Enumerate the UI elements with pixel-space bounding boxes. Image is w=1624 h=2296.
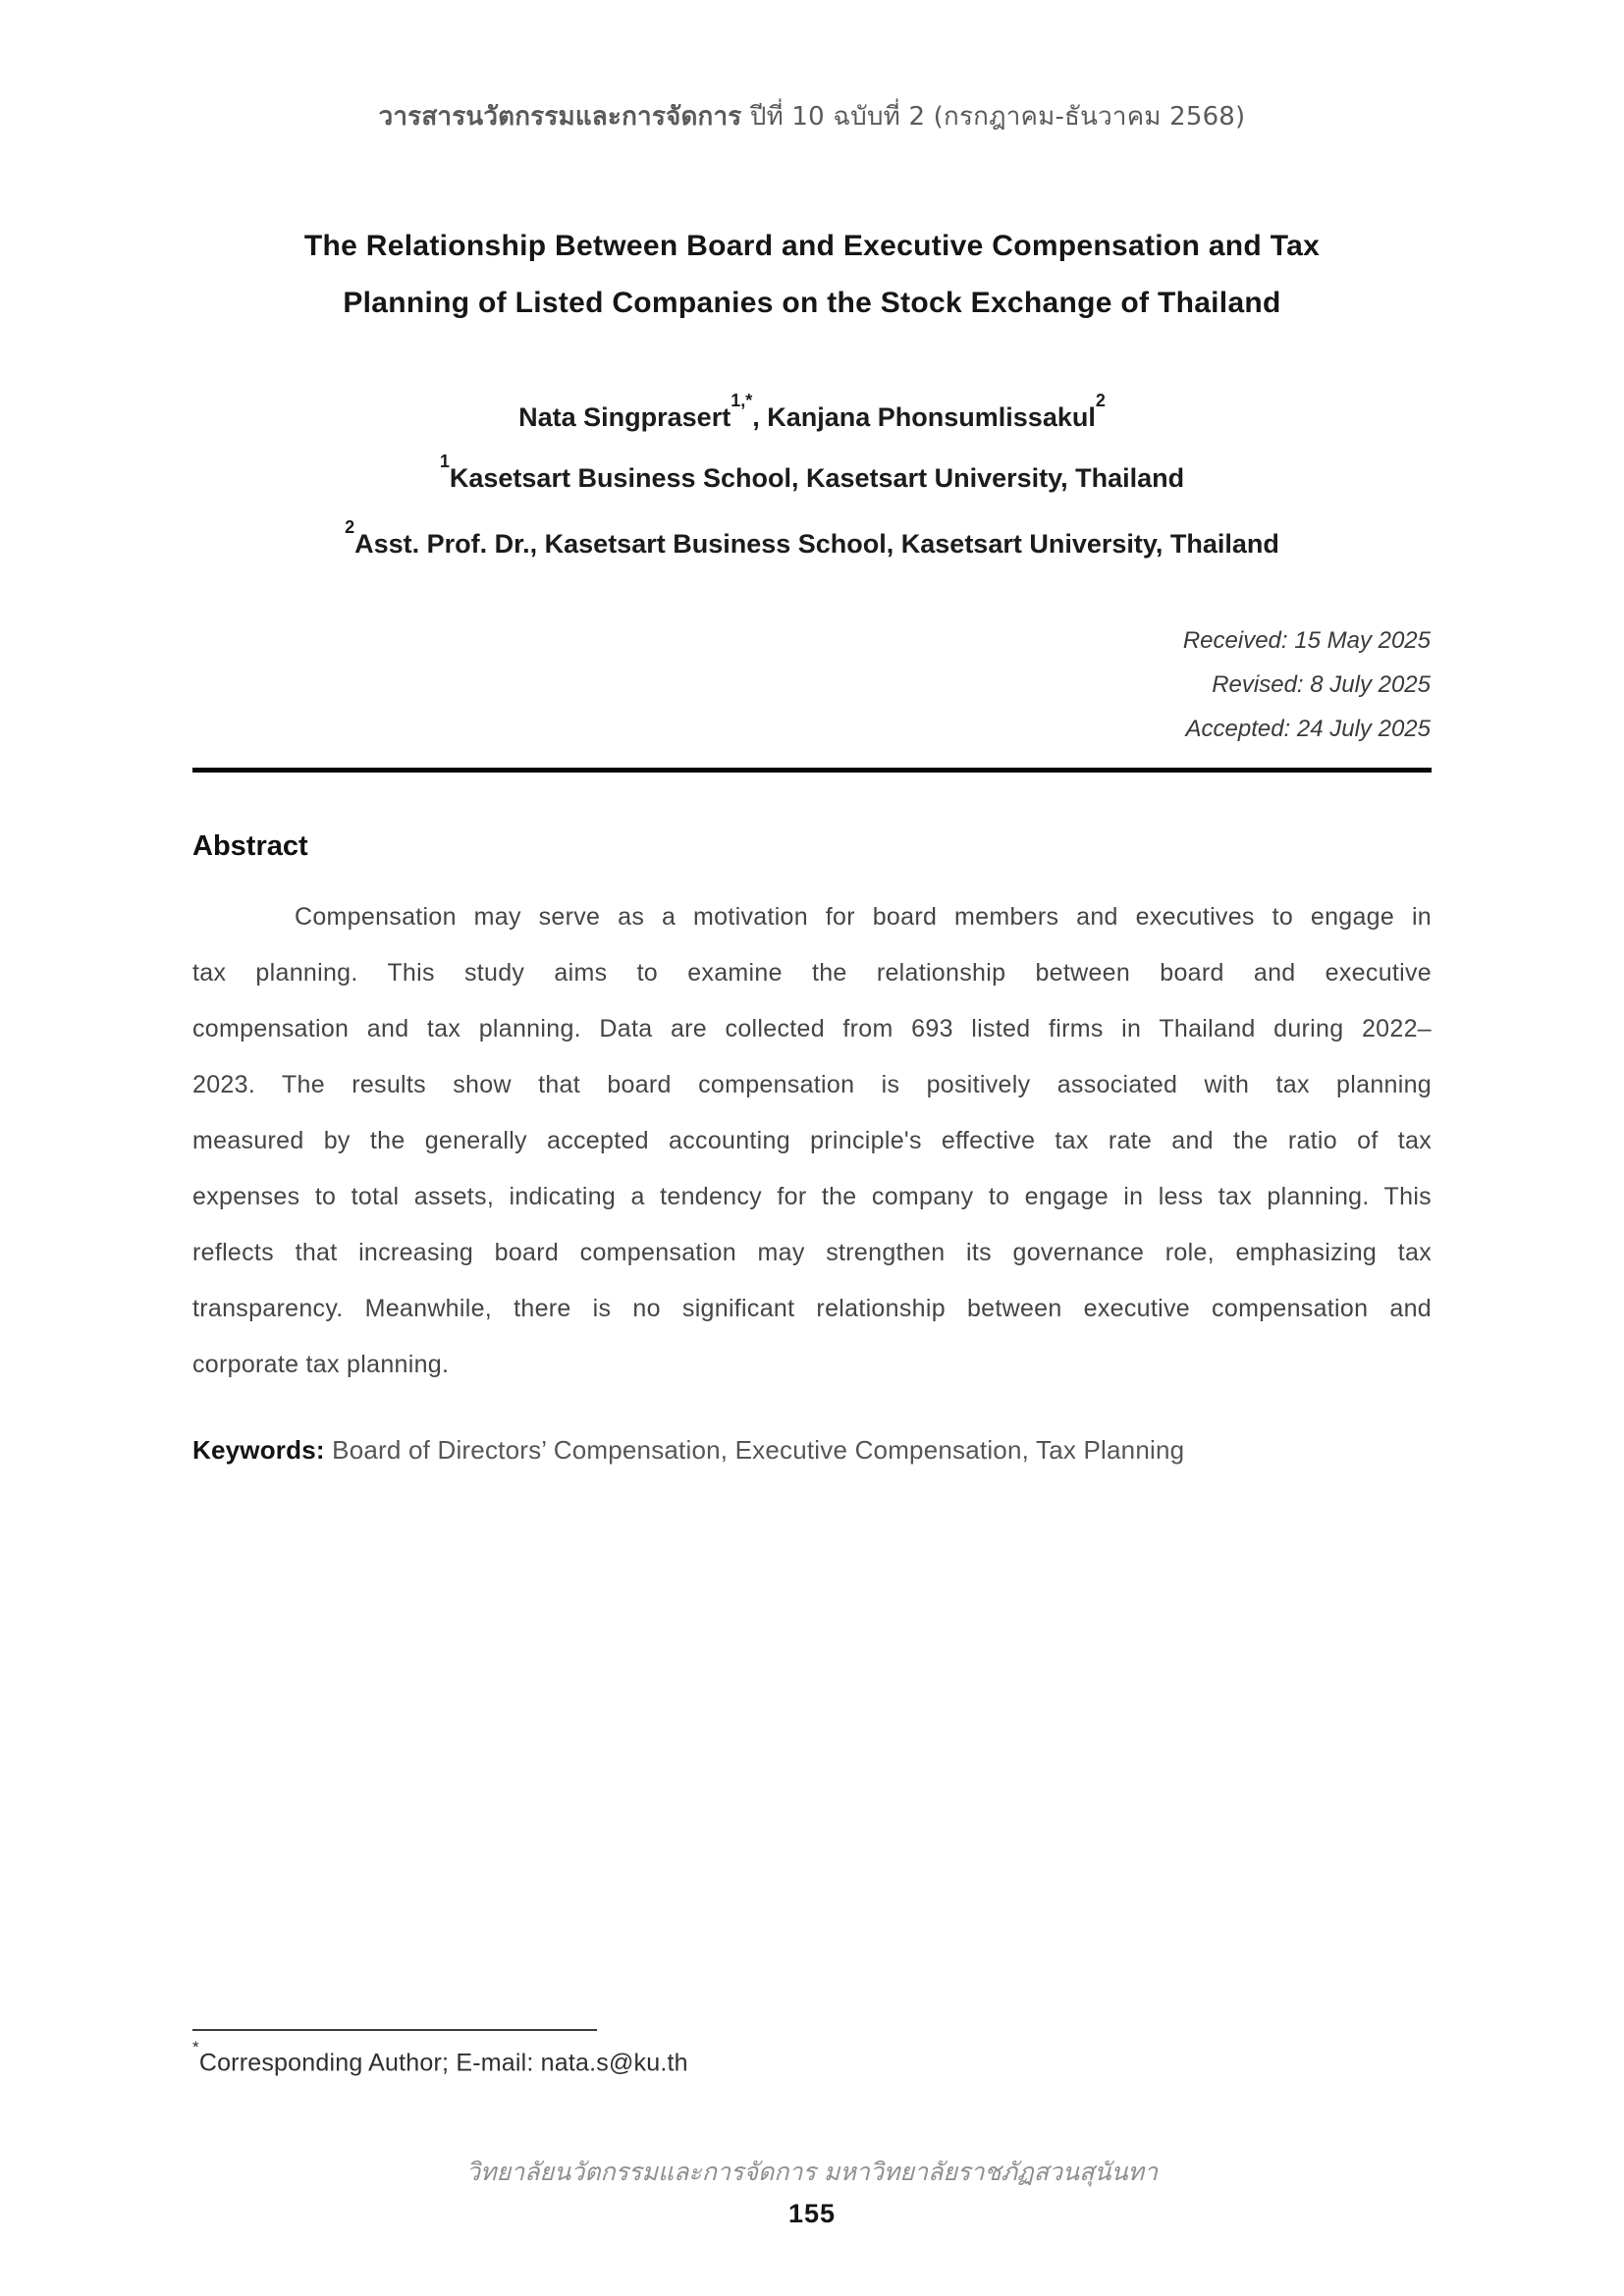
footnote-text: Corresponding Author; E-mail: nata.s@ku.th — [198, 2049, 688, 2077]
abstract-heading: Abstract — [192, 830, 308, 862]
author-2-name: Kanjana Phonsumlissakul — [767, 402, 1096, 432]
affiliation-1-text: Kasetsart Business School, Kasetsart University, Thailand — [449, 463, 1185, 493]
page-number: 155 — [787, 2199, 837, 2228]
affiliation-2-superscript: 2 — [345, 517, 355, 537]
submission-dates — [743, 618, 1431, 751]
author-line — [192, 391, 1432, 433]
author-separator: , — [752, 402, 768, 432]
journal-name: วารสารนวัตกรรมและการจัดการ — [378, 102, 742, 132]
received-date: Received: 15 May 2025 — [1182, 627, 1431, 654]
affiliation-2-text: Asst. Prof. Dr., Kasetsart Business School, Kasetsart University, Thailand — [354, 529, 1279, 559]
keywords-label: Keywords: — [192, 1435, 325, 1465]
affiliation-2 — [192, 517, 1432, 560]
footnote-rule — [192, 2029, 597, 2031]
section-divider-rule — [192, 768, 1432, 773]
corresponding-author-footnote — [192, 2038, 1076, 2077]
abstract-line: reflects that increasing board compensation may strengthen its governance role, emphasizing tax — [192, 1239, 1432, 1266]
footer-institution: วิทยาลัยนวัตกรรมและการจัดการ มหาวิทยาลัยราชภัฏสวนสุนันทา — [465, 2158, 1159, 2186]
article-title-line-1: The Relationship Between Board and Executive Compensation and Tax — [303, 230, 1321, 262]
abstract-line: compensation and tax planning. Data are collected from 693 listed firms in Thailand during 2022– — [192, 1015, 1432, 1042]
article-title-line-2: Planning of Listed Companies on the Stock Exchange of Thailand — [343, 287, 1281, 319]
abstract-line: transparency. Meanwhile, there is no significant relationship between executive compensation and — [192, 1295, 1432, 1322]
abstract-line: Compensation may serve as a motivation for board members and executives to engage in — [295, 903, 1432, 931]
accepted-date: Accepted: 24 July 2025 — [1185, 716, 1431, 742]
abstract-line: corporate tax planning. — [192, 1351, 450, 1378]
journal-header — [0, 96, 1624, 136]
affiliation-1-superscript: 1 — [439, 452, 450, 471]
journal-issue-info: ปีที่ 10 ฉบับที่ 2 (กรกฎาคม-ธันวาคม 2568) — [741, 102, 1246, 132]
author-1-superscript: 1,* — [731, 391, 753, 410]
keywords-text: Board of Directors’ Compensation, Executive Compensation, Tax Planning — [324, 1435, 1185, 1465]
footnote-superscript: * — [192, 2038, 199, 2056]
abstract-line: 2023. The results show that board compensation is positively associated with tax planning — [192, 1071, 1432, 1098]
keywords-line — [192, 1435, 1432, 1466]
revised-date: Revised: 8 July 2025 — [1212, 671, 1431, 698]
abstract-line: measured by the generally accepted accounting principle's effective tax rate and the ratio of tax — [192, 1127, 1432, 1154]
abstract-paragraph — [192, 889, 1432, 1393]
article-title — [192, 218, 1432, 332]
affiliation-1 — [192, 452, 1432, 494]
abstract-line: tax planning. This study aims to examine the relationship between board and executive — [192, 959, 1432, 987]
abstract-line: expenses to total assets, indicating a tendency for the company to engage in less tax planning. This — [192, 1183, 1432, 1210]
author-1-name: Nata Singprasert — [518, 402, 731, 432]
author-2-superscript: 2 — [1095, 391, 1106, 410]
